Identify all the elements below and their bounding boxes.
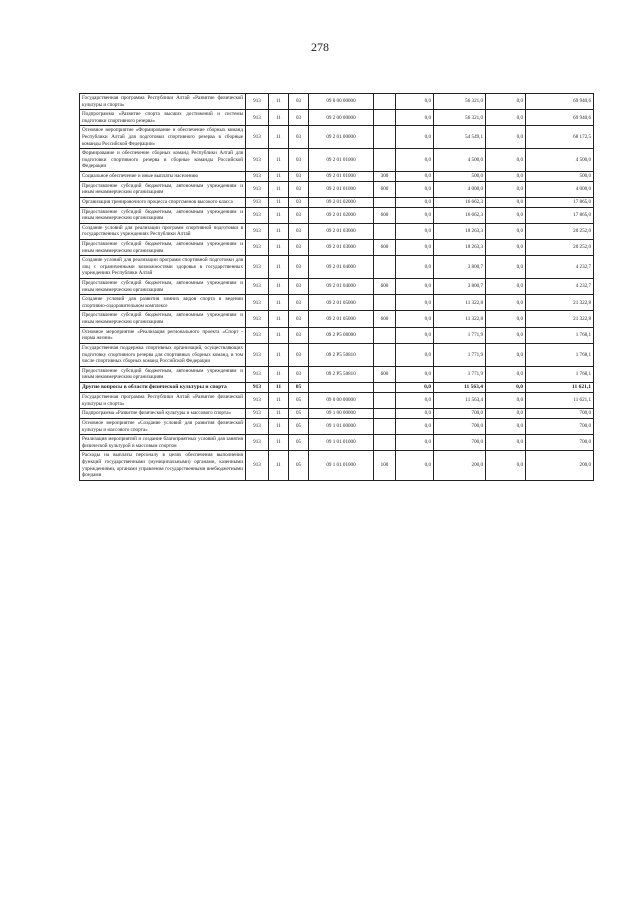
cell-subsection: 05	[289, 418, 309, 434]
cell-ministry: 913	[246, 223, 269, 239]
cell-expense-type	[374, 343, 396, 366]
table-row	[80, 279, 594, 295]
cell-ministry: 913	[246, 393, 269, 409]
cell-section: 11	[269, 311, 289, 327]
cell-value-1: 0,0	[396, 197, 434, 207]
cell-ministry: 913	[246, 295, 269, 311]
cell-value-3: 0,0	[486, 207, 526, 223]
cell-target-article: 09 1 01 01000	[309, 435, 374, 451]
cell-value-4: 4 232,7	[526, 256, 594, 279]
cell-expense-type: 100	[374, 451, 396, 480]
cell-value-4: 1 768,1	[526, 366, 594, 382]
cell-value-4: 20 252,0	[526, 239, 594, 255]
cell-ministry: 913	[246, 239, 269, 255]
cell-value-2: 18 263,3	[434, 223, 486, 239]
cell-target-article: 09 2 P5 00000	[309, 327, 374, 343]
cell-value-2: 54 549,1	[434, 126, 486, 149]
cell-name: Социальное обеспечение и иные выплаты населению	[80, 172, 246, 182]
cell-name: Предоставление субсидий бюджетным, автономным учреждениям и иным некоммерческим организациям	[80, 239, 246, 255]
cell-subsection: 03	[289, 327, 309, 343]
table-row	[80, 256, 594, 279]
cell-value-1: 0,0	[396, 223, 434, 239]
cell-subsection: 03	[289, 94, 309, 110]
cell-section: 11	[269, 435, 289, 451]
page-number: 278	[311, 40, 329, 54]
cell-value-1: 0,0	[396, 311, 434, 327]
cell-value-1: 0,0	[396, 172, 434, 182]
cell-name: Государственная поддержка спортивных организаций, осуществляющих подготовку спортивного резерва для спортивных сборных команд, в том числе спортивных сборных команд Российской Федерации	[80, 343, 246, 366]
cell-section: 11	[269, 279, 289, 295]
table-row	[80, 172, 594, 182]
cell-expense-type	[374, 149, 396, 172]
cell-section: 11	[269, 366, 289, 382]
cell-subsection: 03	[289, 172, 309, 182]
cell-target-article: 09 1 01 01000	[309, 451, 374, 480]
cell-section: 11	[269, 343, 289, 366]
cell-value-3: 0,0	[486, 181, 526, 197]
cell-name: Основное мероприятие «Создание условий для развития физической культуры и массового спорта»	[80, 418, 246, 434]
cell-value-3: 0,0	[486, 94, 526, 110]
cell-name: Основное мероприятие «Реализация регионального проекта «Спорт - норма жизни»	[80, 327, 246, 343]
cell-value-1: 0,0	[396, 181, 434, 197]
cell-expense-type	[374, 327, 396, 343]
cell-value-3: 0,0	[486, 366, 526, 382]
table-row	[80, 343, 594, 366]
cell-target-article: 09 2 01 00000	[309, 126, 374, 149]
cell-value-4: 700,0	[526, 409, 594, 419]
cell-ministry: 913	[246, 343, 269, 366]
cell-name: Государственная программа Республики Алтай «Развитие физической культуры и спорта»	[80, 94, 246, 110]
cell-value-3: 0,0	[486, 110, 526, 126]
cell-value-3: 0,0	[486, 382, 526, 392]
table-row	[80, 94, 594, 110]
cell-value-1: 0,0	[396, 279, 434, 295]
cell-target-article: 09 2 01 04000	[309, 279, 374, 295]
cell-section: 11	[269, 239, 289, 255]
cell-value-4: 200,0	[526, 451, 594, 480]
cell-subsection: 05	[289, 435, 309, 451]
cell-subsection: 03	[289, 110, 309, 126]
cell-value-4: 17 865,0	[526, 207, 594, 223]
cell-expense-type	[374, 393, 396, 409]
cell-ministry: 913	[246, 451, 269, 480]
table-row	[80, 181, 594, 197]
cell-subsection: 03	[289, 311, 309, 327]
cell-section: 11	[269, 295, 289, 311]
cell-ministry: 913	[246, 435, 269, 451]
cell-value-4: 4 232,7	[526, 279, 594, 295]
cell-target-article: 09 2 01 02000	[309, 197, 374, 207]
cell-target-article: 09 2 00 00000	[309, 110, 374, 126]
cell-value-2: 700,0	[434, 409, 486, 419]
cell-value-4: 500,0	[526, 172, 594, 182]
cell-subsection: 03	[289, 239, 309, 255]
cell-section: 11	[269, 110, 289, 126]
cell-target-article: 09 1 00 00000	[309, 409, 374, 419]
cell-value-3: 0,0	[486, 409, 526, 419]
cell-value-4: 4 000,0	[526, 181, 594, 197]
cell-section: 11	[269, 418, 289, 434]
cell-name: Создание условий для реализации программ спортивной подготовки для лиц с ограниченными возможностями здоровья в государственных учреждениях Республики Алтай	[80, 256, 246, 279]
cell-ministry: 913	[246, 94, 269, 110]
cell-value-2: 1 771,9	[434, 327, 486, 343]
cell-value-4: 69 940,6	[526, 94, 594, 110]
cell-value-4: 700,0	[526, 418, 594, 434]
cell-value-4: 1 768,1	[526, 327, 594, 343]
cell-name: Основное мероприятие «Формирование и обеспечение сборных команд Республики Алтай для подготовки спортивного резерва в сборные команды Российской Федерации»	[80, 126, 246, 149]
cell-value-2: 11 563,4	[434, 382, 486, 392]
cell-value-1: 0,0	[396, 94, 434, 110]
cell-subsection: 03	[289, 207, 309, 223]
cell-value-4: 68 172,5	[526, 126, 594, 149]
cell-value-3: 0,0	[486, 149, 526, 172]
cell-value-3: 0,0	[486, 279, 526, 295]
cell-value-3: 0,0	[486, 223, 526, 239]
cell-subsection: 03	[289, 279, 309, 295]
cell-expense-type	[374, 94, 396, 110]
cell-value-4: 21 322,8	[526, 311, 594, 327]
cell-section: 11	[269, 197, 289, 207]
cell-value-2: 11 322,8	[434, 311, 486, 327]
cell-section: 11	[269, 172, 289, 182]
cell-expense-type	[374, 382, 396, 392]
cell-expense-type: 600	[374, 311, 396, 327]
cell-value-1: 0,0	[396, 343, 434, 366]
cell-value-1: 0,0	[396, 393, 434, 409]
cell-ministry: 913	[246, 366, 269, 382]
cell-section: 11	[269, 393, 289, 409]
cell-section: 11	[269, 256, 289, 279]
cell-value-1: 0,0	[396, 366, 434, 382]
cell-value-3: 0,0	[486, 327, 526, 343]
cell-name: Формирование и обеспечение сборных команд Республики Алтай для подготовки спортивного резерва в сборные команды Российской Федерации	[80, 149, 246, 172]
cell-target-article	[309, 382, 374, 392]
cell-expense-type	[374, 110, 396, 126]
table-row	[80, 435, 594, 451]
cell-name: Создание условий для реализации программ спортивной подготовки в государственных учреждениях Республики Алтай	[80, 223, 246, 239]
cell-subsection: 03	[289, 295, 309, 311]
cell-expense-type	[374, 126, 396, 149]
cell-value-3: 0,0	[486, 197, 526, 207]
cell-value-1: 0,0	[396, 149, 434, 172]
cell-subsection: 03	[289, 343, 309, 366]
cell-subsection: 05	[289, 382, 309, 392]
cell-ministry: 913	[246, 149, 269, 172]
cell-expense-type: 600	[374, 279, 396, 295]
cell-value-4: 11 621,1	[526, 393, 594, 409]
cell-expense-type	[374, 223, 396, 239]
cell-section: 11	[269, 126, 289, 149]
cell-target-article: 09 2 01 01000	[309, 181, 374, 197]
cell-value-2: 11 322,8	[434, 295, 486, 311]
budget-table	[79, 93, 594, 481]
cell-value-2: 700,0	[434, 418, 486, 434]
cell-section: 11	[269, 382, 289, 392]
cell-expense-type: 600	[374, 207, 396, 223]
cell-section: 11	[269, 149, 289, 172]
cell-value-4: 700,0	[526, 435, 594, 451]
cell-section: 11	[269, 181, 289, 197]
cell-value-2: 500,0	[434, 172, 486, 182]
cell-expense-type	[374, 409, 396, 419]
cell-value-1: 0,0	[396, 451, 434, 480]
table-row	[80, 223, 594, 239]
cell-value-2: 56 321,0	[434, 94, 486, 110]
cell-name: Создание условий для развития зимних видов спорта в ведении спортивно-оздоровительном комплексе	[80, 295, 246, 311]
cell-expense-type	[374, 295, 396, 311]
cell-value-3: 0,0	[486, 126, 526, 149]
cell-target-article: 09 2 01 05000	[309, 311, 374, 327]
cell-value-2: 16 662,3	[434, 207, 486, 223]
cell-value-1: 0,0	[396, 418, 434, 434]
cell-value-4: 17 865,0	[526, 197, 594, 207]
table-row	[80, 418, 594, 434]
cell-expense-type	[374, 418, 396, 434]
cell-value-3: 0,0	[486, 435, 526, 451]
table-row	[80, 126, 594, 149]
cell-target-article: 09 2 P5 50810	[309, 343, 374, 366]
cell-ministry: 913	[246, 418, 269, 434]
cell-ministry: 913	[246, 311, 269, 327]
cell-value-1: 0,0	[396, 126, 434, 149]
cell-expense-type: 600	[374, 366, 396, 382]
cell-value-4: 21 322,8	[526, 295, 594, 311]
cell-value-2: 700,0	[434, 435, 486, 451]
cell-ministry: 913	[246, 382, 269, 392]
cell-value-2: 4 500,0	[434, 149, 486, 172]
cell-section: 11	[269, 451, 289, 480]
cell-ministry: 913	[246, 197, 269, 207]
cell-value-2: 200,0	[434, 451, 486, 480]
cell-name: Предоставление субсидий бюджетным, автономным учреждениям и иным некоммерческим организациям	[80, 366, 246, 382]
cell-subsection: 03	[289, 256, 309, 279]
cell-value-1: 0,0	[396, 239, 434, 255]
cell-target-article: 09 2 P5 50810	[309, 366, 374, 382]
cell-value-3: 0,0	[486, 172, 526, 182]
cell-ministry: 913	[246, 181, 269, 197]
cell-ministry: 913	[246, 172, 269, 182]
cell-section: 11	[269, 409, 289, 419]
cell-name: Другие вопросы в области физической культуры и спорта	[80, 382, 246, 392]
cell-value-1: 0,0	[396, 110, 434, 126]
cell-name: Предоставление субсидий бюджетным, автономным учреждениям и иным некоммерческим организациям	[80, 181, 246, 197]
cell-name: Предоставление субсидий бюджетным, автономным учреждениям и иным некоммерческим организациям	[80, 279, 246, 295]
cell-value-2: 1 771,9	[434, 366, 486, 382]
cell-value-3: 0,0	[486, 343, 526, 366]
cell-target-article: 09 0 00 00000	[309, 94, 374, 110]
cell-target-article: 09 2 01 03000	[309, 223, 374, 239]
cell-expense-type	[374, 256, 396, 279]
cell-value-4: 20 252,0	[526, 223, 594, 239]
cell-name: Подпрограмма «Развитие спорта высших достижений и системы подготовки спортивного резерва»	[80, 110, 246, 126]
cell-ministry: 913	[246, 409, 269, 419]
cell-ministry: 913	[246, 110, 269, 126]
cell-value-2: 18 263,3	[434, 239, 486, 255]
cell-ministry: 913	[246, 279, 269, 295]
cell-name: Государственная программа Республики Алтай «Развитие физической культуры и спорта»	[80, 393, 246, 409]
cell-target-article: 09 2 01 02000	[309, 207, 374, 223]
cell-expense-type: 600	[374, 239, 396, 255]
cell-section: 11	[269, 207, 289, 223]
cell-ministry: 913	[246, 126, 269, 149]
cell-subsection: 03	[289, 366, 309, 382]
cell-name: Предоставление субсидий бюджетным, автономным учреждениям и иным некоммерческим организациям	[80, 207, 246, 223]
cell-expense-type	[374, 197, 396, 207]
cell-target-article: 09 2 01 05000	[309, 295, 374, 311]
cell-target-article: 09 1 01 00000	[309, 418, 374, 434]
cell-value-2: 3 800,7	[434, 279, 486, 295]
table-row	[80, 393, 594, 409]
cell-subsection: 05	[289, 393, 309, 409]
cell-section: 11	[269, 223, 289, 239]
cell-value-3: 0,0	[486, 295, 526, 311]
cell-value-3: 0,0	[486, 418, 526, 434]
table-row	[80, 382, 594, 392]
cell-name: Предоставление субсидий бюджетным, автономным учреждениям и иным некоммерческим организациям	[80, 311, 246, 327]
table-row	[80, 366, 594, 382]
cell-value-3: 0,0	[486, 311, 526, 327]
cell-name: Организация тренировочного процесса спортсменов высокого класса	[80, 197, 246, 207]
cell-ministry: 913	[246, 327, 269, 343]
cell-value-1: 0,0	[396, 295, 434, 311]
table-body	[80, 94, 594, 481]
cell-subsection: 03	[289, 181, 309, 197]
cell-value-4: 11 621,1	[526, 382, 594, 392]
table-row	[80, 451, 594, 480]
cell-value-3: 0,0	[486, 393, 526, 409]
cell-value-3: 0,0	[486, 256, 526, 279]
cell-section: 11	[269, 94, 289, 110]
cell-target-article: 09 2 01 04000	[309, 256, 374, 279]
cell-value-1: 0,0	[396, 382, 434, 392]
cell-value-1: 0,0	[396, 256, 434, 279]
cell-target-article: 09 2 01 03000	[309, 239, 374, 255]
cell-value-3: 0,0	[486, 239, 526, 255]
table-row	[80, 409, 594, 419]
cell-target-article: 09 0 00 00000	[309, 393, 374, 409]
cell-value-4: 4 500,0	[526, 149, 594, 172]
cell-value-3: 0,0	[486, 451, 526, 480]
cell-target-article: 09 2 01 01000	[309, 149, 374, 172]
cell-value-2: 1 771,9	[434, 343, 486, 366]
cell-value-2: 3 800,7	[434, 256, 486, 279]
cell-name: Подпрограмма «Развитие физической культуры и массового спорта»	[80, 409, 246, 419]
table-row	[80, 327, 594, 343]
cell-value-2: 4 000,0	[434, 181, 486, 197]
cell-subsection: 05	[289, 409, 309, 419]
table-row	[80, 207, 594, 223]
cell-value-1: 0,0	[396, 327, 434, 343]
cell-expense-type: 300	[374, 172, 396, 182]
cell-value-2: 16 662,3	[434, 197, 486, 207]
cell-value-4: 69 940,6	[526, 110, 594, 126]
table-row	[80, 239, 594, 255]
cell-subsection: 03	[289, 223, 309, 239]
cell-value-1: 0,0	[396, 435, 434, 451]
cell-subsection: 03	[289, 126, 309, 149]
cell-name: Расходы на выплаты персоналу в целях обеспечения выполнения функций государственными (муниципальными) органами, казенными учреждениями, органами управления государственными внебюджетными фондами	[80, 451, 246, 480]
cell-value-4: 1 768,1	[526, 343, 594, 366]
cell-value-1: 0,0	[396, 409, 434, 419]
table-row	[80, 110, 594, 126]
cell-expense-type: 600	[374, 181, 396, 197]
table-row	[80, 311, 594, 327]
cell-expense-type	[374, 435, 396, 451]
table-row	[80, 149, 594, 172]
cell-value-1: 0,0	[396, 207, 434, 223]
cell-subsection: 03	[289, 197, 309, 207]
cell-subsection: 03	[289, 149, 309, 172]
table-row	[80, 197, 594, 207]
cell-ministry: 913	[246, 207, 269, 223]
cell-subsection: 05	[289, 451, 309, 480]
cell-ministry: 913	[246, 256, 269, 279]
cell-value-2: 56 321,0	[434, 110, 486, 126]
cell-target-article: 09 2 01 01000	[309, 172, 374, 182]
cell-name: Реализация мероприятий и создание благоприятных условий для занятия физической культурой и массовым спортом	[80, 435, 246, 451]
table-row	[80, 295, 594, 311]
cell-value-2: 11 563,4	[434, 393, 486, 409]
cell-section: 11	[269, 327, 289, 343]
